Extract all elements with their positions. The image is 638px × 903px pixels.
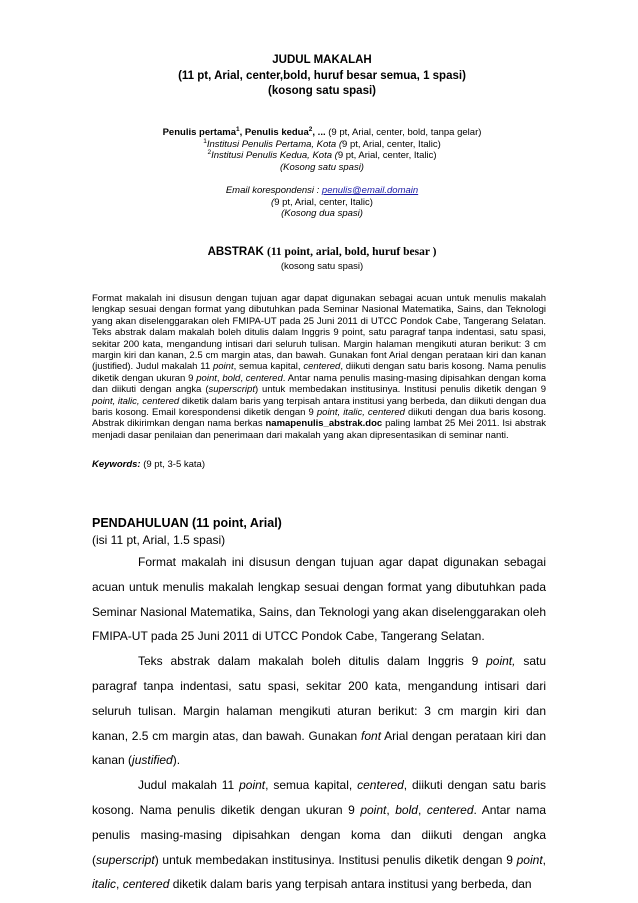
title-line-1: JUDUL MAKALAH [272,54,372,66]
section-subnote: (isi 11 pt, Arial, 1.5 spasi) [92,533,226,547]
abstract-heading: ABSTRAK (11 point, arial, bold, huruf besar ) [207,246,437,258]
author-names: Penulis pertama$^1$, Penulis kedua$^2$, ... (9 pt, Arial, center, bold, tanpa gelar) [162,125,482,138]
email-link[interactable]: penulis@email.domain [321,185,419,196]
email-block [92,185,552,220]
title-line-2: (11 pt, Arial, center,bold, huruf besar semua, 1 spasi) [178,69,466,82]
blank-line-note: (Kosong satu spasi) [280,161,364,173]
institution-1: $^1$Institusi Penulis Pertama, Kota (9 pt, Arial, center, Italic) [203,137,441,150]
email-note: (9 pt, Arial, center, Italic) [271,196,373,208]
body-paragraph-2: Teks abstrak dalam makalah boleh ditulis dalam Inggris 9 point, satu paragraf tanpa indentasi, satu spasi, sekitar 200 kata, mengandung intisari dari seluruh tulisan. Margin halaman mengikuti aturan berikut: 3 cm margin kiri dan kanan, 2.5 cm margin atas, dan bawah. Gunakan font Arial dengan perataan kiri dan kanan (justified). [92,654,547,768]
email-line: Email korespondensi : penulis@email.domain [225,185,419,196]
body-paragraph-3: Judul makalah 11 point, semua kapital, centered, diikuti dengan satu baris kosong. Nama penulis diketik dengan ukuran 9 point, bold, centered. Antar nama penulis masing-masing dipisahkan dengan koma dan diikuti dengan angka (superscript) untuk membedakan institusinya. Institusi penulis diketik dengan 9 point, italic, centered diketik dalam baris yang terpisah antara institusi yang berbeda, dan [92,778,546,892]
abstract-text: Format makalah ini disusun dengan tujuan agar dapat digunakan sebagai acuan untuk menulis makalah lengkap sesuai dengan format yang dibutuhkan pada Seminar Nasional Matematika, Sains, dan Teknologi yang akan diselenggarakan oleh FMIPA-UT pada 25 Juni 2011 di UTCC Pondok Cabe, Tangerang Selatan. Teks abstrak dalam makalah boleh ditulis dalam Inggris 9 point, satu paragraf tanpa indentasi, satu spasi, sekitar 200 kata, mengandung intisari dari seluruh tulisan. Margin halaman mengikuti aturan berikut: 3 cm margin kiri dan kanan, 2.5 cm margin atas, dan bawah. Gunakan font Arial dengan perataan kiri dan kanan (justified). Judul makalah 11 point, semua kapital, centered, diikuti dengan satu baris kosong. Nama penulis diketik dengan ukuran 9 point, bold, centered. Antar nama penulis masing-masing dipisahkan dengan koma dan diikuti dengan angka (superscript) untuk membedakan institusinya. Institusi penulis diketik dengan 9 point, italic, centered diketik dalam baris yang terpisah antara institusi yang berbeda, dan diikuti dengan dua baris kosong. Email korespondensi diketik dengan 9 point, italic, centered diikuti dengan dua baris kosong. Abstrak dikirimkan dengan nama berkas namapenulis_abstrak.doc paling lambat 25 Mei 2011. Isi abstrak menjadi dasar penilaian dan penerimaan dari makalah yang akan dipresentasikan di seminar nanti. [92,293,547,441]
keywords-line: Keywords: (9 pt, 3-5 kata) [92,459,205,470]
email-blank-note: (Kosong dua spasi) [281,208,363,219]
paper-title [92,53,552,100]
title-line-3: (kosong satu spasi) [268,85,376,97]
author-block [92,127,552,173]
body-paragraph-1: Format makalah ini disusun dengan tujuan agar dapat digunakan sebagai acuan untuk menulis makalah lengkap sesuai dengan format yang dibutuhkan pada Seminar Nasional Matematika, Sains, dan Teknologi yang akan diselenggarakan oleh FMIPA-UT pada 25 Juni 2011 di UTCC Pondok Cabe, Tangerang Selatan. [92,555,546,644]
section-heading-pendahuluan: PENDAHULUAN (11 point, Arial) [92,516,282,530]
section-body [92,550,546,897]
abstract-subnote: (kosong satu spasi) [280,261,364,272]
institution-2: $^2$Institusi Penulis Kedua, Kota (9 pt, Arial, center, Italic) [207,148,437,161]
